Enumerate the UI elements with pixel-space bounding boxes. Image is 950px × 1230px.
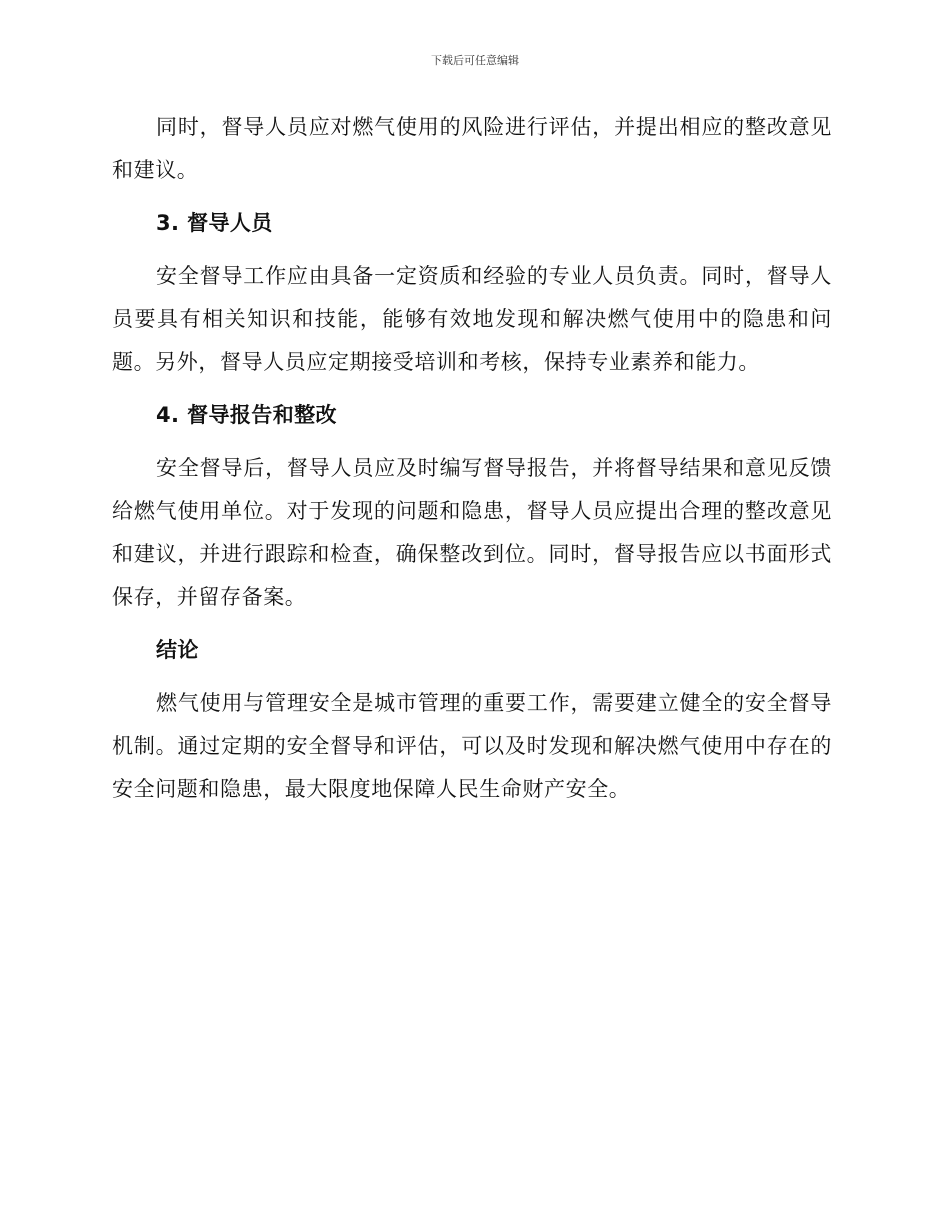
paragraph-report: 安全督导后，督导人员应及时编写督导报告，并将督导结果和意见反馈给燃气使用单位。对于发现的问题和隐患，督导人员应提出合理的整改意见和建议，并进行跟踪和检查，确保整改到位。同时，督导报告应以书面形式保存，并留存备案。 <box>112 456 832 609</box>
paragraph-risk-assessment: 同时，督导人员应对燃气使用的风险进行评估，并提出相应的整改意见和建议。 <box>112 115 832 182</box>
section-heading-supervisors: 3. 督导人员 <box>156 211 273 235</box>
paragraph-conclusion: 燃气使用与管理安全是城市管理的重要工作，需要建立健全的安全督导机制。通过定期的安全督导和评估，可以及时发现和解决燃气使用中存在的安全问题和隐患，最大限度地保障人民生命财产安全。 <box>112 691 832 801</box>
header-note: 下载后可任意编辑 <box>431 54 519 67</box>
section-heading-conclusion: 结论 <box>156 638 199 662</box>
paragraph-supervisors: 安全督导工作应由具备一定资质和经验的专业人员负责。同时，督导人员要具有相关知识和技能，能够有效地发现和解决燃气使用中的隐患和问题。另外，督导人员应定期接受培训和考核，保持专业素养和能力。 <box>112 264 832 374</box>
section-heading-report: 4. 督导报告和整改 <box>156 403 337 427</box>
document-body <box>112 106 832 821</box>
